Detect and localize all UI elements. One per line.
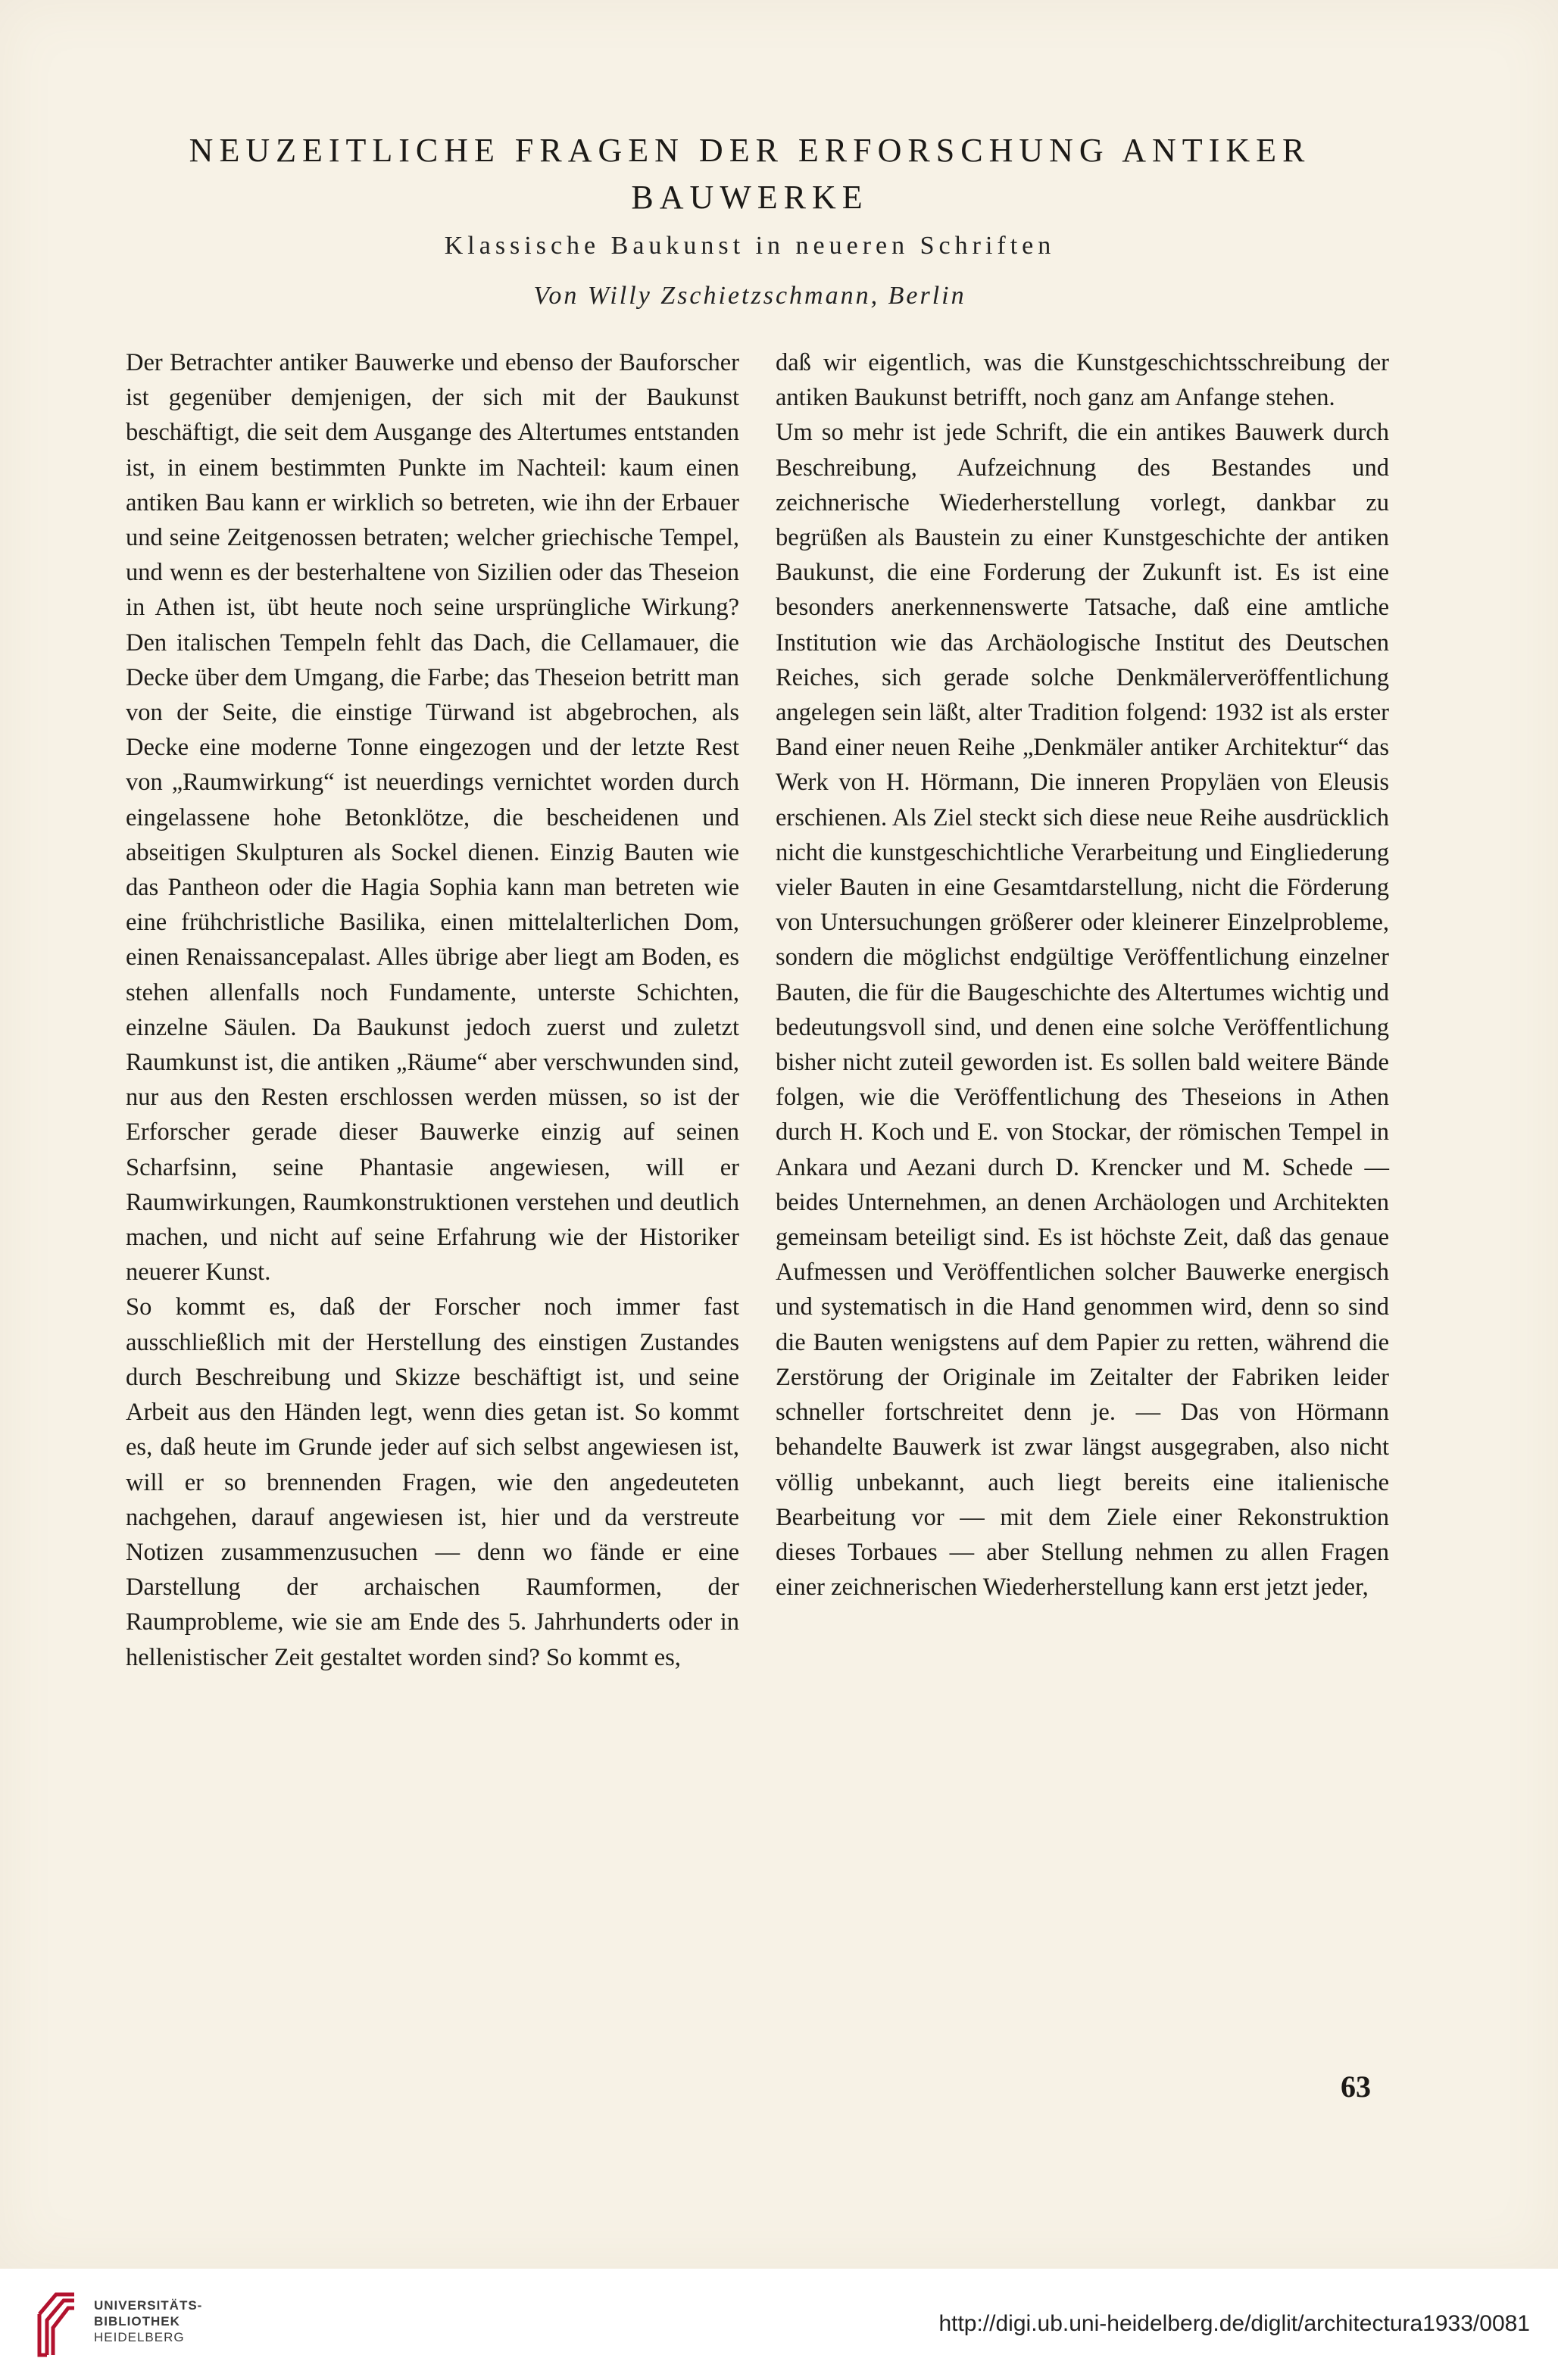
library-name-line: HEIDELBERG bbox=[94, 2330, 185, 2344]
library-name-line: BIBLIOTHEK bbox=[94, 2314, 180, 2329]
library-name-line: UNIVERSITÄTS- bbox=[94, 2298, 203, 2313]
library-logo-icon bbox=[33, 2285, 82, 2361]
article-title: NEUZEITLICHE FRAGEN DER ERFORSCHUNG ANTIKER BAUWERKE bbox=[189, 132, 1311, 216]
article-subtitle: Klassische Baukunst in neueren Schriften bbox=[444, 232, 1056, 260]
library-name bbox=[94, 2297, 202, 2345]
paragraph: So kommt es, daß der Forscher noch immer fast ausschließlich mit der Herstellung des einstigen Zustandes durch Beschreibung und Skizze beschäftigt ist, und seine Arbeit aus den Händen legt, wenn dies getan ist. So kommt es, daß heute im Grunde jeder auf sich selbst angewiesen ist, will er so brennenden Fragen, wie den angedeuteten nachgehen, darauf angewiesen ist, hier und da verstreute Notizen zusammenzusuchen — denn wo fände er eine Darstellung der archaischen Raumformen, der Raumprobleme, wie sie am Ende des 5. Jahrhunderts oder in hellenistischer Zeit gestaltet worden sind? So kommt es, bbox=[126, 1293, 739, 1671]
paragraph: daß wir eigentlich, was die Kunstgeschichtsschreibung der antiken Baukunst betrifft, noch ganz am Anfange stehen. bbox=[776, 349, 1389, 412]
text-column-right bbox=[776, 345, 1389, 1605]
page-number: 63 bbox=[1341, 2070, 1371, 2104]
paragraph: Um so mehr ist jede Schrift, die ein antikes Bauwerk durch Beschreibung, Aufzeichnung des Bestandes und zeichnerische Wiederherstellung vorlegt, dankbar zu begrüßen als Baustein zu einer Kunstgeschichte der antiken Baukunst, die eine Forderung der Zukunft ist. Es ist eine besonders anerkennenswerte Tatsache, daß eine amtliche Institution wie das Archäologische Institut des Deutschen Reiches, sich gerade solche Denkmälerveröffentlichung angelegen sein läßt, alter Tradition folgend: 1932 ist als erster Band einer neuen Reihe „Denkmäler antiker Architektur“ das Werk von H. Hörmann, Die inneren Propyläen von Eleusis erschienen. Als Ziel steckt sich diese neue Reihe ausdrücklich nicht die kunstgeschichtliche Verarbeitung und Eingliederung vieler Bauten in eine Gesamtdarstellung, nicht die Förderung von Untersuchungen größerer oder kleinerer Einzelprobleme, sondern die möglichst endgültige Veröffentlichung einzelner Bauten, die für die Baugeschichte des Altertumes wichtig und bedeutungsvoll sind, und denen eine solche Veröffentlichung bisher nicht zuteil geworden ist. Es sollen bald weitere Bände folgen, wie die Veröffentlichung des Theseions in Athen durch H. Koch und E. von Stockar, der römischen Tempel in Ankara und Aezani durch D. Krencker und M. Schede — beides Unternehmen, an denen Archäologen und Architekten gemeinsam beteiligt sind. Es ist höchste Zeit, daß das genaue Aufmessen und Veröffentlichen solcher Bauwerke energisch und systematisch in die Hand genommen wird, denn so sind die Bauten wenigstens auf dem Papier zu retten, während die Zerstörung der Originale im Zeitalter der Fabriken leider schneller fortschreitet denn je. — Das von Hörmann behandelte Bauwerk ist zwar längst ausgegraben, also nicht völlig unbekannt, auch liegt bereits eine italienische Bearbeitung vor — mit dem Ziele einer Rekonstruktion dieses Torbaues — aber Stellung nehmen zu allen Fragen einer zeichnerischen Wiederherstellung kann erst jetzt jeder, bbox=[776, 419, 1389, 1602]
source-url-link[interactable]: http://digi.ub.uni-heidelberg.de/diglit/architectura1933/0081 bbox=[938, 2311, 1530, 2336]
article-author: Von Willy Zschietzschmann, Berlin bbox=[533, 282, 966, 310]
text-column-left bbox=[126, 345, 739, 1675]
paragraph: Der Betrachter antiker Bauwerke und ebenso der Bauforscher ist gegenüber demjenigen, der sich mit der Baukunst beschäftigt, die seit dem Ausgange des Altertumes entstanden ist, in einem bestimmten Punkte im Nachteil: kaum einen antiken Bau kann er wirklich so betreten, wie ihn der Erbauer und seine Zeitgenossen betraten; welcher griechische Tempel, und wenn es der besterhaltene von Sizilien oder das Theseion in Athen ist, übt heute noch seine ursprüngliche Wirkung? Den italischen Tempeln fehlt das Dach, die Cellamauer, die Decke über dem Umgang, die Farbe; das Theseion betritt man von der Seite, die einstige Türwand ist abgebrochen, als Decke eine moderne Tonne eingezogen und der letzte Rest von „Raumwirkung“ ist neuerdings vernichtet worden durch eingelassene hohe Betonklötze, die bescheidenen und abseitigen Skulpturen als Sockel dienen. Einzig Bauten wie das Pantheon oder die Hagia Sophia kann man betreten wie eine frühchristliche Basilika, einen mittelalterlichen Dom, einen Renaissancepalast. Alles übrige aber liegt am Boden, es stehen allenfalls noch Fundamente, unterste Schichten, einzelne Säulen. Da Baukunst jedoch zuerst und zuletzt Raumkunst ist, die antiken „Räume“ aber verschwunden sind, nur aus den Resten erschlossen werden müssen, so ist der Erforscher gerade dieser Bauwerke einzig auf seinen Scharfsinn, seine Phantasie angewiesen, will er Raumwirkungen, Raumkonstruktionen verstehen und deutlich machen, und nicht auf seine Erfahrung wie der Historiker neuerer Kunst. bbox=[126, 349, 739, 1287]
